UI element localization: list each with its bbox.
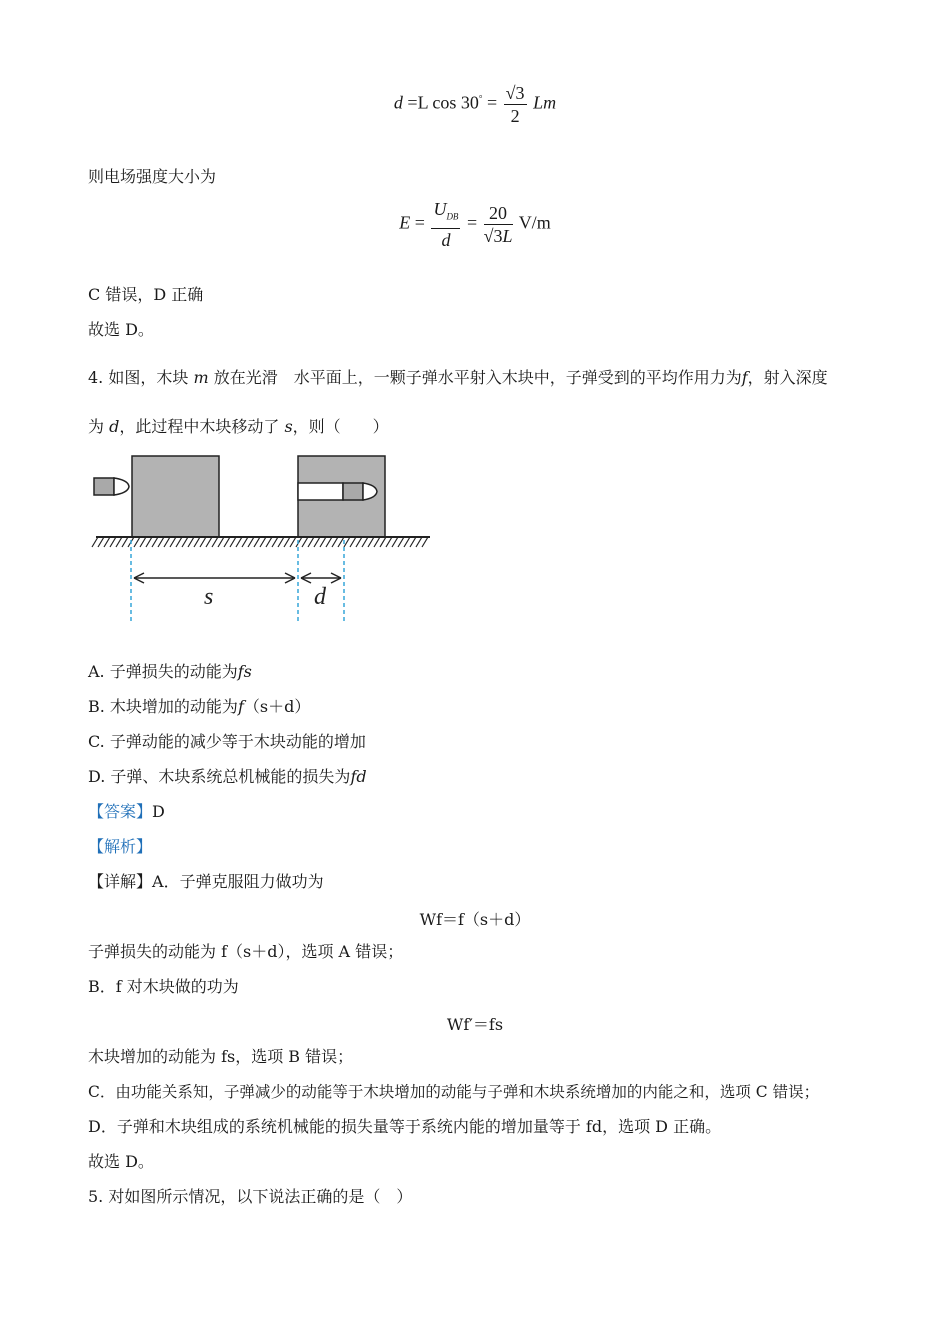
choose-d-2: 故选 D。 <box>88 1152 154 1171</box>
bullet-block-figure <box>88 450 438 630</box>
option-b[interactable]: B. 木块增加的动能为f（s＋d） <box>88 697 311 716</box>
detail-a-line: 【详解】A．子弹克服阻力做功为 <box>88 872 324 891</box>
q5-stem: 5. 对如图所示情况，以下说法正确的是（ ） <box>88 1187 413 1206</box>
detail-b-conclusion: 木块增加的动能为 fs，选项 B 错误； <box>88 1047 354 1066</box>
bullet-before <box>94 478 129 495</box>
choose-d-1: 故选 D。 <box>88 320 154 339</box>
label-d: d <box>314 584 326 610</box>
detail-d-line: D．子弹和木块组成的系统机械能的损失量等于系统内能的增加量等于 fd，选项 D 正确。 <box>88 1117 722 1136</box>
detail-a-conclusion: 子弹损失的动能为 f（s＋d），选项 A 错误； <box>88 942 404 961</box>
analysis-label: 【解析】 <box>88 837 153 856</box>
equation-wf: Wf＝f（s＋d） <box>419 910 531 929</box>
bullet-after <box>343 483 377 500</box>
detail-c-line: C．由功能关系知，子弹减少的动能等于木块增加的动能与子弹和木块系统增加的内能之和，选项 C 错误； <box>88 1083 820 1101</box>
answer-line <box>88 802 165 822</box>
equation-d: d =L cos 30° = $\frac{√3}{2}$ Lm <box>393 83 557 126</box>
field-intro-text: 则电场强度大小为 <box>88 167 217 186</box>
block-before <box>132 456 219 537</box>
cd-conclusion: C 错误，D 正确 <box>88 285 204 304</box>
equation-wf-prime: Wf′＝fs <box>446 1015 504 1034</box>
q4-line-1: 4. 如图，木块 m 放在光滑 水平面上，一颗子弹水平射入木块中，子弹受到的平均作用力为f，射入深度 <box>88 368 828 387</box>
detail-b-line: B．f 对木块做的功为 <box>88 977 239 996</box>
answer-value: D <box>152 802 165 821</box>
equation-e: E = $\frac{U_{DB}}{d}$ = $\frac{20}{√3L}$ V/m <box>399 199 551 250</box>
q4-line-2: 为 d，此过程中木块移动了 s，则（ ） <box>88 417 389 436</box>
label-s: s <box>204 584 214 610</box>
option-a[interactable]: A. 子弹损失的动能为fs <box>88 662 252 681</box>
option-d[interactable]: D. 子弹、木块系统总机械能的损失为fd <box>88 767 367 786</box>
option-c[interactable]: C. 子弹动能的减少等于木块动能的增加 <box>88 732 366 751</box>
answer-label: 【答案】 <box>88 802 153 821</box>
